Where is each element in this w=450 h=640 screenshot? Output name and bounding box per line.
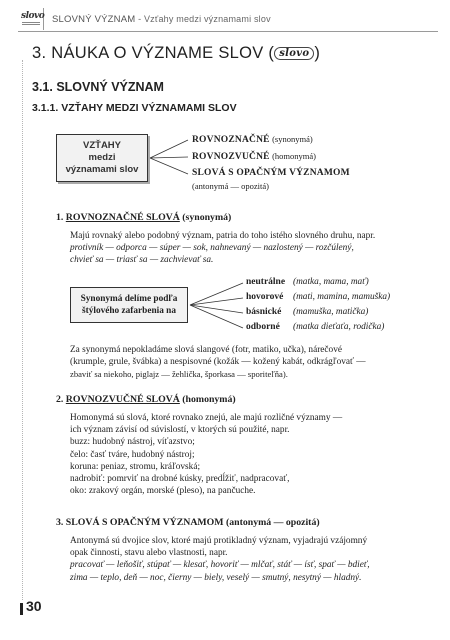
relations-box-line-2: medzi xyxy=(88,152,116,163)
section-heading: 3.1. SLOVNÝ VÝZNAM xyxy=(32,80,164,94)
chapter-title-text: 3. NÁUKA O VÝZNAME SLOV ( xyxy=(32,44,275,62)
header-subtitle: - Vzťahy medzi významami slov xyxy=(135,14,271,24)
relation-term: ROVNOZNAČNÉ xyxy=(192,135,270,145)
relation-term: ROVNOZVUČNÉ xyxy=(192,152,270,162)
text-line: Antonymá sú dvojice slov, ktoré majú protikladný význam, vyjadrajú vzájomný xyxy=(70,536,368,546)
text-line: oko: zrakový orgán, morské (pleso), na pančuche. xyxy=(70,486,256,497)
page-number: 30 xyxy=(26,598,42,614)
relation-note: (synonymá) xyxy=(272,134,313,144)
text-line: zima — teplo, deň — noc, čierny — biely, veselý — smutný, nesytný — hladný. xyxy=(70,572,362,583)
text-line: Za synonymá nepokladáme slová slangové (fotr, matiko, učka), nárečové xyxy=(70,345,342,355)
relations-box-line-3: významami slov xyxy=(65,164,139,175)
text-line: (krumple, grule, švábka) a nespisovné (kožák — kožený kabát, odkrágľovať — xyxy=(70,357,366,368)
header-main-title: SLOVNÝ VÝZNAM xyxy=(52,14,136,25)
synonym-style-box xyxy=(70,287,188,323)
relations-box-line-1: VZŤAHY xyxy=(83,140,121,151)
text-line: pracovať — leňošiť, stúpať — klesať, hovoriť — mlčať, stáť — ísť, spať — bdieť, xyxy=(70,560,370,571)
text-line: opak činnosti, stavu alebo vlastnosti, napr. xyxy=(70,548,228,559)
style-technical-examples: (matka dieťaťa, rodička) xyxy=(293,322,385,332)
style-neutral-label: neutrálne xyxy=(246,277,286,287)
text-line: koruna: peniaz, stromu, kráľovská; xyxy=(70,461,201,472)
style-technical-label: odborné xyxy=(246,322,280,332)
section-1-text xyxy=(70,230,430,267)
relation-term: SLOVÁ S OPAČNÝM VÝZNAMOM xyxy=(192,168,350,178)
relation-note: (homonymá) xyxy=(272,151,316,161)
section-title-paren: (homonymá) xyxy=(179,394,236,405)
section-title-text: ROVNOZVUČNÉ SLOVÁ xyxy=(65,394,180,405)
text-line: čelo: časť tváre, hudobný nástroj; xyxy=(70,449,195,460)
text-line: Homonymá sú slová, ktoré rovnako znejú, ale majú rozličné významy — xyxy=(70,413,343,423)
style-poetic-label: básnické xyxy=(246,307,282,317)
section-3-text xyxy=(70,535,430,584)
relation-antonyms-note xyxy=(192,181,269,192)
chapter-title-close: ) xyxy=(314,44,321,62)
text-line: Majú rovnaký alebo podobný význam, patria do toho istého slovného druhu, napr. xyxy=(70,231,376,241)
text-line: protivník — odporca — súper — sok, nahnevaný — nazlostený — rozčúlený, xyxy=(70,243,354,254)
section-title-paren: (synonymá) xyxy=(179,212,232,223)
style-neutral-examples: (matka, mama, mať) xyxy=(293,277,369,287)
section-title-text: SLOVÁ S OPAČNÝM VÝZNAMOM xyxy=(65,517,224,528)
synonym-style-box-line-1: Synonymá delíme podľa xyxy=(80,294,178,304)
page-number-bar xyxy=(20,603,23,615)
relation-homonyms xyxy=(192,151,316,162)
section-2-title xyxy=(56,394,236,405)
section-3-title xyxy=(56,517,320,528)
style-poetic-examples: (mamuška, matička) xyxy=(293,307,369,317)
section-number: 1. xyxy=(56,212,66,223)
section-1-title xyxy=(56,212,231,223)
synonym-style-box-line-2: štýlového zafarbenia na xyxy=(82,306,176,316)
section-title-text: ROVNOZNAČNÉ SLOVÁ xyxy=(65,212,180,223)
section-number: 3. xyxy=(56,517,66,528)
relation-antonyms xyxy=(192,168,350,178)
text-line: zbaviť sa niekoho, piglajz — žehlička, šporkasa — sporiteľňa). xyxy=(70,369,288,380)
section-title-paren: (antonymá — opozitá) xyxy=(223,517,320,528)
chapter-title-logo: slovo xyxy=(274,47,314,60)
style-colloquial-examples: (mati, mamina, mamuška) xyxy=(293,292,391,302)
style-colloquial-label: hovorové xyxy=(246,292,284,302)
text-line: buzz: hudobný nástroj, víťazstvo; xyxy=(70,437,195,448)
text-line: ich význam závisí od súvislostí, v ktorých sú použité, napr. xyxy=(70,425,290,436)
section-1-after-text xyxy=(70,344,430,381)
text-line: nadrobiť: pomrviť na drobné kúsky, predĺžiť, nadpracovať, xyxy=(70,474,290,485)
section-number: 2. xyxy=(56,394,66,405)
subsection-heading: 3.1.1. VZŤAHY MEDZI VÝZNAMAMI SLOV xyxy=(32,102,237,114)
section-2-text xyxy=(70,412,430,497)
relation-synonyms xyxy=(192,134,313,145)
logo-text: slovo xyxy=(21,11,45,21)
text-line: chvieť sa — triasť sa — zachvievať sa. xyxy=(70,255,214,266)
relation-note: (antonymá — opozitá) xyxy=(192,181,269,191)
